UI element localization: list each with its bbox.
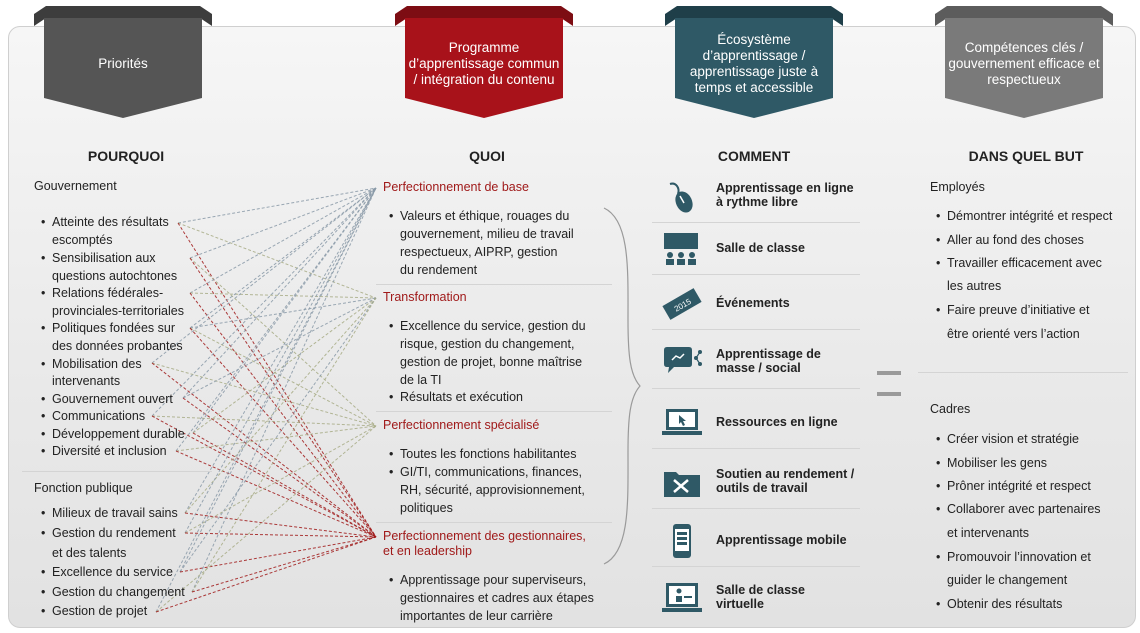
section-text: RH, sécurité, approvisionnement, <box>400 483 585 497</box>
section-title-gestionnaires-leadership: Perfectionnement des gestionnaires, <box>383 529 586 543</box>
connector-line <box>190 258 376 537</box>
bullet: • <box>41 251 46 265</box>
pourquoi-item <box>41 505 178 523</box>
list-item-text: guider le changement <box>947 573 1068 587</box>
list-item-text: Faire preuve d’initiative et <box>947 303 1090 317</box>
heading-dans-quel-but: DANS QUEL BUT <box>968 148 1084 164</box>
list-item-text: les autres <box>947 279 1002 293</box>
connector-line <box>178 223 376 298</box>
comment-item-label: Apprentissage de <box>716 347 821 361</box>
list-item-text: Prôner intégrité et respect <box>947 479 1091 493</box>
list-item-text: Gestion du changement <box>52 585 185 599</box>
but-item <box>936 549 1091 567</box>
section-title-perfectionnement-base: Perfectionnement de base <box>383 180 529 194</box>
bullet: • <box>936 550 941 564</box>
connector-line <box>190 328 376 426</box>
divider <box>652 566 860 567</box>
list-item-text: Démontrer intégrité et respect <box>947 209 1113 223</box>
divider <box>652 329 860 330</box>
pourquoi-item <box>52 268 177 286</box>
bullet: • <box>389 465 394 479</box>
bullet: • <box>41 321 46 335</box>
pourquoi-item <box>41 356 142 374</box>
pourquoi-item <box>41 443 167 461</box>
comment-item-label: Salle de classe <box>716 241 805 255</box>
heading-quoi: QUOI <box>469 148 505 164</box>
connector-line <box>178 223 376 537</box>
connector-line <box>192 188 376 592</box>
bullet: • <box>41 506 46 520</box>
group-title-gouvernement: Gouvernement <box>34 179 117 193</box>
list-item-text: des données probantes <box>52 339 183 353</box>
social-chat-icon <box>662 346 702 380</box>
banner-label: Écosystème d’apprentissage / apprentissage juste à temps et accessible <box>689 32 819 95</box>
list-item-text: Collaborer avec partenaires <box>947 502 1101 516</box>
section-text: politiques <box>400 501 453 515</box>
bullet: • <box>936 479 941 493</box>
comment-item-label: virtuelle <box>716 597 764 611</box>
bullet: • <box>389 573 394 587</box>
pourquoi-item <box>52 373 120 391</box>
comment-item-label: Ressources en ligne <box>716 415 838 429</box>
list-item-text: Gestion du rendement <box>52 526 176 540</box>
divider <box>376 284 612 285</box>
list-item-text: Développement durable <box>52 427 185 441</box>
comment-item-label: masse / social <box>716 361 801 375</box>
virtual-class-icon <box>662 582 702 616</box>
divider <box>918 372 1128 373</box>
ticket-icon <box>662 287 702 321</box>
pourquoi-item <box>52 338 183 356</box>
section-text: de la TI <box>400 373 442 387</box>
list-item-text: Mobilisation des <box>52 357 142 371</box>
section-text: • Apprentissage pour superviseurs, <box>400 572 586 590</box>
section-text: gouvernement, milieu de travail <box>400 227 574 241</box>
but-item <box>936 255 1102 273</box>
connector-line <box>180 298 376 572</box>
pourquoi-item <box>41 391 173 409</box>
section-text: • Toutes les fonctions habilitantes <box>400 446 577 464</box>
pourquoi-item <box>41 250 156 268</box>
bullet: • <box>41 215 46 229</box>
comment-item-label: outils de travail <box>716 481 808 495</box>
connector-line <box>152 363 376 537</box>
banner-label: Priorités <box>98 56 148 71</box>
list-item-text: et des talents <box>52 546 127 560</box>
svg-text:2015: 2015 <box>672 296 693 314</box>
list-item-text: Gestion de projet <box>52 604 148 618</box>
laptop-icon <box>662 406 702 440</box>
but-item <box>936 501 1101 519</box>
divider <box>376 411 612 412</box>
bullet: • <box>389 447 394 461</box>
comment-item-label: à rythme libre <box>716 195 798 209</box>
classroom-icon <box>662 232 702 266</box>
connector-line <box>190 188 376 258</box>
divider <box>652 448 860 449</box>
section-text: du rendement <box>400 263 478 277</box>
list-item-text: Atteinte des résultats <box>52 215 169 229</box>
mouse-icon <box>662 180 702 214</box>
but-item <box>947 525 1029 543</box>
section-text: • GI/TI, communications, finances, <box>400 464 582 482</box>
connector-line <box>192 298 376 592</box>
bullet: • <box>389 319 394 333</box>
equals-sign-bottom <box>877 392 901 396</box>
but-item <box>936 208 1113 226</box>
group-title-fonction-publique: Fonction publique <box>34 481 133 495</box>
bullet: • <box>936 303 941 317</box>
list-item-text: Aller au fond des choses <box>947 233 1084 247</box>
list-item-text: être orienté vers l’action <box>947 327 1080 341</box>
pourquoi-item <box>41 603 148 621</box>
connector-line <box>185 533 376 537</box>
pourquoi-item <box>41 320 175 338</box>
connector-line <box>193 298 376 433</box>
list-item-text: Communications <box>52 409 146 423</box>
bullet: • <box>41 427 46 441</box>
list-item-text: Obtenir des résultats <box>947 597 1063 611</box>
pourquoi-item <box>41 408 146 426</box>
list-item-text: Travailler efficacement avec <box>947 256 1102 270</box>
divider <box>652 388 860 389</box>
divider <box>652 222 860 223</box>
list-item-text: Excellence du service <box>52 565 173 579</box>
comment-item-label: Événements <box>716 296 790 310</box>
bullet: • <box>936 256 941 270</box>
list-item-text: escomptés <box>52 233 113 247</box>
bullet: • <box>936 233 941 247</box>
bullet: • <box>41 444 46 458</box>
brace <box>596 190 656 590</box>
list-item-text: Gouvernement ouvert <box>52 392 173 406</box>
pourquoi-item <box>41 564 173 582</box>
bullet: • <box>41 286 46 300</box>
list-item-text: Mobiliser les gens <box>947 456 1048 470</box>
banner-label: Compétences clés / gouvernement efficace et respectueux <box>948 40 1100 87</box>
divider <box>376 522 612 523</box>
list-item-text: Sensibilisation aux <box>52 251 156 265</box>
divider <box>22 471 212 472</box>
pourquoi-item <box>41 525 176 543</box>
connector-line <box>152 188 376 416</box>
bullet: • <box>936 502 941 516</box>
list-item-text: questions autochtones <box>52 269 178 283</box>
equals-sign-top <box>877 371 901 375</box>
mobile-icon <box>662 524 702 558</box>
section-title-perfectionnement-specialise: Perfectionnement spécialisé <box>383 418 540 432</box>
pourquoi-item <box>52 303 184 321</box>
bullet: • <box>41 526 46 540</box>
bullet: • <box>389 209 394 223</box>
but-item <box>936 302 1090 320</box>
heading-comment: COMMENT <box>717 148 791 164</box>
connector-line <box>183 188 376 398</box>
bullet: • <box>936 456 941 470</box>
list-item-text: Créer vision et stratégie <box>947 432 1080 446</box>
section-text: • Excellence du service, gestion du <box>400 318 586 336</box>
section-title-transformation: Transformation <box>383 290 467 304</box>
connector-line <box>152 188 376 363</box>
list-item-text: Milieux de travail sains <box>52 506 178 520</box>
connector-line <box>152 363 376 426</box>
section-text: respectueux, AIPRP, gestion <box>400 245 558 259</box>
comment-item-label: Apprentissage en ligne <box>716 181 854 195</box>
bullet: • <box>41 357 46 371</box>
connector-line <box>190 188 376 328</box>
connector-line <box>176 426 376 451</box>
banner-label: Programme d’apprentissage commun / intégration du contenu <box>408 40 560 87</box>
list-item-text: Promouvoir l’innovation et <box>947 550 1091 564</box>
list-item-text: Relations fédérales- <box>52 286 164 300</box>
bullet: • <box>41 565 46 579</box>
heading-pourquoi: POURQUOI <box>87 148 165 164</box>
pourquoi-item <box>52 545 126 563</box>
divider <box>652 508 860 509</box>
section-text: importantes de leur carrière <box>400 609 553 623</box>
pourquoi-item <box>41 285 164 303</box>
comment-item-label: Salle de classe <box>716 583 805 597</box>
pourquoi-item <box>52 232 112 250</box>
bullet: • <box>936 209 941 223</box>
but-item <box>947 326 1080 344</box>
list-item-text: provinciales-territoriales <box>52 304 184 318</box>
connector-line <box>185 188 376 513</box>
connector-line <box>183 298 376 398</box>
connector-line <box>176 188 376 451</box>
bullet: • <box>41 392 46 406</box>
list-item-text: et intervenants <box>947 526 1029 540</box>
toolbox-folder-icon <box>662 466 702 500</box>
but-item <box>936 455 1048 473</box>
bullet: • <box>41 585 46 599</box>
but-item <box>936 431 1080 449</box>
list-item-text: Diversité et inclusion <box>52 444 167 458</box>
but-item <box>936 232 1084 250</box>
divider <box>652 274 860 275</box>
comment-item-label: Apprentissage mobile <box>716 533 847 547</box>
group-title-cadres: Cadres <box>930 402 971 416</box>
list-item-text: intervenants <box>52 374 121 388</box>
section-text: • Résultats et exécution <box>400 389 523 407</box>
section-text: gestion de projet, bonne maîtrise <box>400 355 583 369</box>
section-text: risque, gestion du changement, <box>400 337 575 351</box>
connector-line <box>193 188 376 433</box>
section-text: gestionnaires et cadres aux étapes <box>400 591 594 605</box>
but-item <box>947 572 1067 590</box>
section-title-gestionnaires-leadership-2: et en leadership <box>383 544 472 558</box>
but-item <box>947 278 1001 296</box>
bullet: • <box>936 432 941 446</box>
comment-item-label: Soutien au rendement / <box>716 467 855 481</box>
bullet: • <box>41 409 46 423</box>
pourquoi-item <box>41 426 185 444</box>
list-item-text: Politiques fondées sur <box>52 321 175 335</box>
bullet: • <box>41 604 46 618</box>
section-text: • Valeurs et éthique, rouages du <box>400 208 569 226</box>
pourquoi-item <box>41 584 185 602</box>
bullet: • <box>389 390 394 404</box>
pourquoi-item <box>41 214 169 232</box>
but-item <box>936 596 1063 614</box>
connector-line <box>190 293 376 298</box>
connector-line <box>152 416 376 426</box>
connector-line <box>185 298 376 513</box>
group-title-employes: Employés <box>930 180 985 194</box>
connector-line <box>190 188 376 293</box>
but-item <box>936 478 1091 496</box>
bullet: • <box>936 597 941 611</box>
